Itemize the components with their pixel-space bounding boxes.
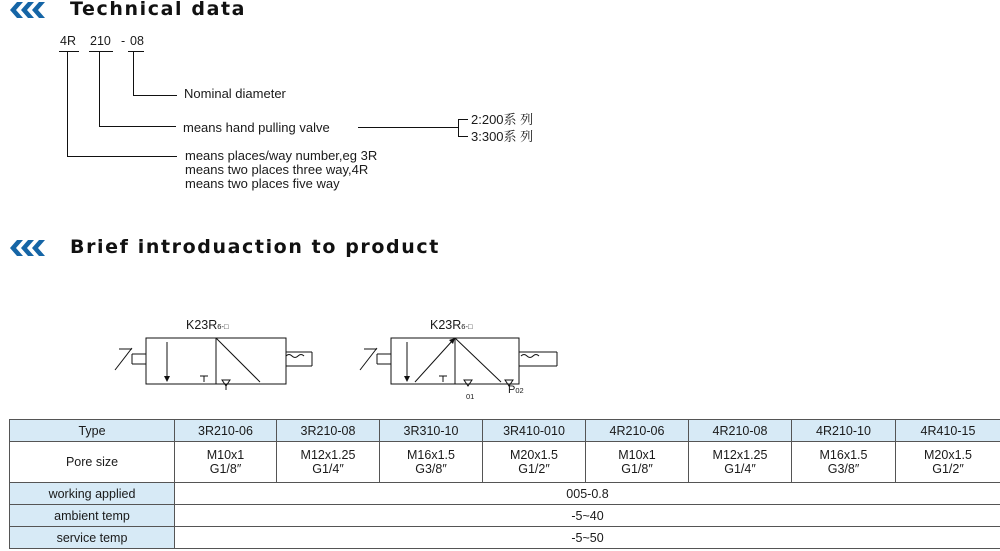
- chevron-triple-left-icon: [8, 0, 48, 20]
- value-ambient-temp: -5~40: [175, 505, 1000, 527]
- type-cell: 3R410-010: [483, 420, 586, 442]
- branch-bracket-top: [458, 119, 468, 120]
- value-service-temp: -5~50: [175, 527, 1000, 549]
- branch-line: [358, 127, 458, 128]
- leader-line-diameter-h: [133, 95, 177, 96]
- pore-cell: M20x1.5 G1/2″: [896, 442, 1000, 483]
- code-part-series: 4R: [60, 34, 76, 48]
- symbol-left-label: K23R6-□: [186, 318, 229, 332]
- annotation-places-line-3: means two places five way: [185, 176, 340, 191]
- code-underline-3: [128, 51, 144, 52]
- row-label-ambient-temp: ambient temp: [10, 505, 175, 527]
- annotation-hand-pulling: means hand pulling valve: [183, 120, 330, 135]
- code-part-model: 210: [90, 34, 111, 48]
- type-cell: 4R210-10: [792, 420, 896, 442]
- type-cell: 3R210-06: [175, 420, 277, 442]
- pore-cell: M10x1 G1/8″: [175, 442, 277, 483]
- pore-cell: M12x1.25 G1/4″: [277, 442, 380, 483]
- spec-table: [9, 419, 1000, 549]
- code-underline-2: [89, 51, 113, 52]
- pore-cell: M20x1.5 G1/2″: [483, 442, 586, 483]
- type-cell: 4R210-06: [586, 420, 689, 442]
- code-underline-1: [59, 51, 79, 52]
- pore-cell: M16x1.5 G3/8″: [380, 442, 483, 483]
- code-dash: -: [121, 34, 126, 48]
- leader-line-model-h: [99, 126, 176, 127]
- annotation-places-line-1: means places/way number,eg 3R: [185, 148, 378, 163]
- branch-bracket-bottom: [458, 136, 468, 137]
- port-label-p: P02: [508, 384, 524, 396]
- pore-cell: M10x1 G1/8″: [586, 442, 689, 483]
- valve-symbol-4way: [355, 330, 565, 395]
- table-row-type: [10, 420, 1000, 442]
- leader-line-series-h: [67, 156, 177, 157]
- row-label-working-applied: working applied: [10, 483, 175, 505]
- table-row-service-temp: [10, 527, 1000, 549]
- annotation-places-line-2: means two places three way,4R: [185, 162, 369, 177]
- row-label-type: Type: [10, 420, 175, 442]
- table-row-ambient-temp: [10, 505, 1000, 527]
- leader-line-diameter: [133, 52, 134, 96]
- type-cell: 4R410-15: [896, 420, 1000, 442]
- port-label-01: 01: [466, 392, 475, 401]
- table-row-working-applied: [10, 483, 1000, 505]
- type-cell: 4R210-08: [689, 420, 792, 442]
- section-title-brief-introduction: Brief introduaction to product: [70, 236, 440, 258]
- valve-symbol-3way: [110, 330, 320, 395]
- value-working-applied: 005-0.8: [175, 483, 1000, 505]
- branch-bracket: [458, 119, 459, 137]
- leader-line-series: [67, 52, 68, 157]
- row-label-service-temp: service temp: [10, 527, 175, 549]
- annotation-series-300: 3:300系 列: [471, 129, 534, 144]
- annotation-nominal-diameter: Nominal diameter: [184, 86, 286, 101]
- symbol-right-label: K23R6-□: [430, 318, 473, 332]
- table-row-pore-size: [10, 442, 1000, 483]
- leader-line-model: [99, 52, 100, 127]
- chevron-triple-left-icon: [8, 238, 48, 258]
- code-part-diameter: 08: [130, 34, 144, 48]
- section-title-technical-data: Technical data: [70, 0, 247, 20]
- pore-cell: M12x1.25 G1/4″: [689, 442, 792, 483]
- row-label-pore-size: Pore size: [10, 442, 175, 483]
- annotation-series-200: 2:200系 列: [471, 112, 534, 127]
- type-cell: 3R210-08: [277, 420, 380, 442]
- type-cell: 3R310-10: [380, 420, 483, 442]
- pore-cell: M16x1.5 G3/8″: [792, 442, 896, 483]
